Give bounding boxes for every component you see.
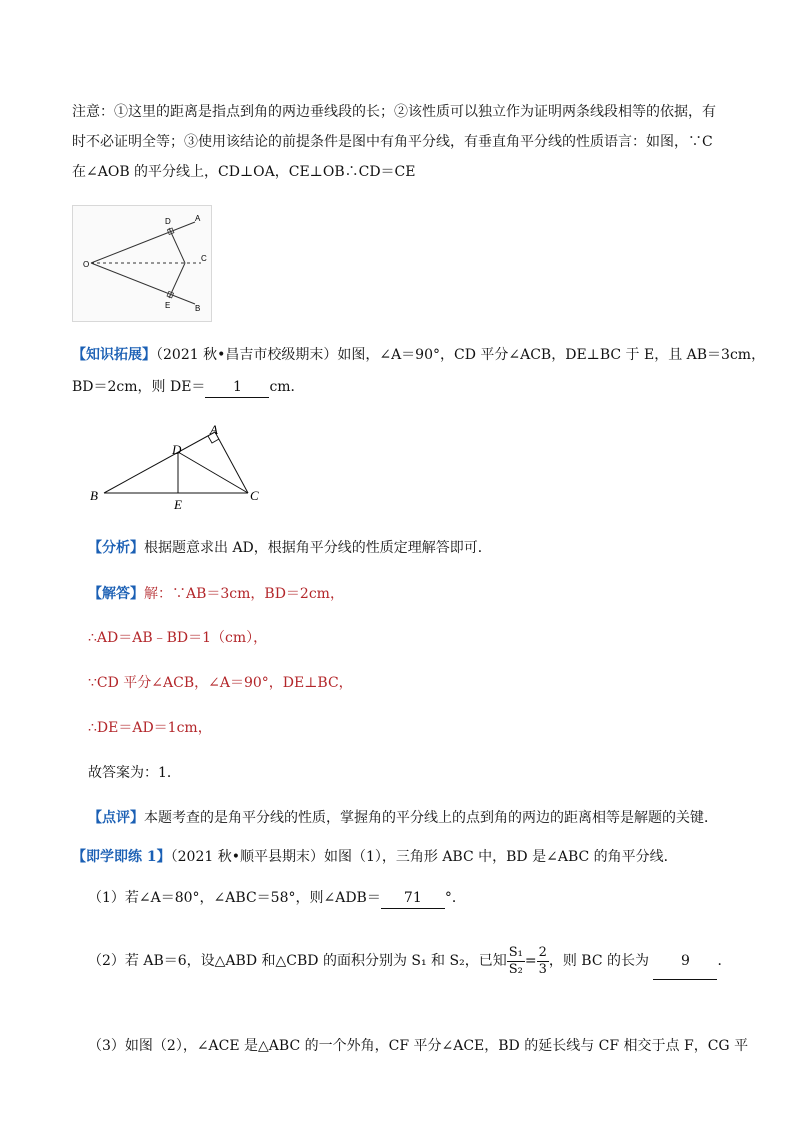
fig1-label-A: A <box>195 214 201 223</box>
knowledge-question: BD＝2cm，则 DE＝ <box>72 379 206 395</box>
comment-text: 本题考查的是角平分线的性质，掌握角的平分线上的点到角的两边的距离相等是解题的关键． <box>144 810 718 826</box>
solution-line-1 <box>88 584 344 604</box>
fig1-label-C: C <box>201 254 207 263</box>
knowledge-answer: 1 <box>205 377 269 398</box>
fig2-label-A: A <box>210 422 218 437</box>
fig1-label-O: O <box>83 260 90 269</box>
practice-intro: （2021 秋•顺平县期末）如图（1），三角形 ABC 中，BD 是∠ABC 的角平分线． <box>170 849 678 865</box>
practice-intro-line <box>72 847 678 867</box>
practice-q3: （3）如图（2），∠ACE 是△ABC 的一个外角，CF 平分∠ACE，BD 的延长线与 CF 相交于点 F，CG 平 <box>88 1038 749 1054</box>
q2-answer: 9 <box>653 943 717 980</box>
fig1-label-B: B <box>195 304 201 313</box>
knowledge-source: （2021 秋•昌吉市校级期末）如图，∠A＝90°，CD 平分∠ACB，DE⊥BC 于 E，且 AB＝3cm， <box>156 347 766 363</box>
note-line-3: 在∠AOB 的平分线上，CD⊥OA，CE⊥OB∴CD＝CE <box>72 164 416 180</box>
fig2-label-C: C <box>250 488 259 503</box>
comment-tag: 【点评】 <box>88 810 144 826</box>
figure-triangle <box>86 420 266 515</box>
fig1-label-D: D <box>165 217 171 226</box>
fig2-label-D: D <box>172 442 182 457</box>
practice-q1 <box>88 888 466 909</box>
comment-line <box>88 808 718 828</box>
practice-q2 <box>88 943 731 980</box>
q2-post: ． <box>717 953 732 969</box>
fig1-label-E: E <box>165 301 171 310</box>
knowledge-tag: 【知识拓展】 <box>72 347 156 363</box>
solution-text-1: 解：∵AB＝3cm，BD＝2cm， <box>144 586 344 602</box>
knowledge-line-2 <box>72 377 305 398</box>
knowledge-unit: cm． <box>269 379 305 395</box>
solution-line-2: ∴AD＝AB﹣BD＝1（cm）， <box>88 630 268 646</box>
fig2-label-E: E <box>174 497 182 512</box>
q2-equals: = <box>524 953 537 969</box>
q2-text-mid: ，则 BC 的长为 <box>548 953 650 969</box>
note-line-2: 时不必证明全等；③使用该结论的前提条件是图中有角平分线，有垂直角平分线的性质语言：如图，∵C <box>72 134 713 150</box>
analysis-text: 根据题意求出 AD，根据角平分线的性质定理解答即可． <box>144 540 492 556</box>
q2-fraction-ratio <box>537 945 549 978</box>
solution-line-4: ∴DE＝AD＝1cm， <box>88 720 212 736</box>
q1-text: （1）若∠A＝80°，∠ABC＝58°，则∠ADB＝ <box>88 890 381 906</box>
figure-angle-bisector-svg <box>73 206 211 321</box>
solution-line-3: ∵CD 平分∠ACB，∠A＝90°，DE⊥BC， <box>88 675 353 691</box>
solution-line-5: 故答案为：1． <box>88 765 181 781</box>
q2-frac2-den: 3 <box>538 961 547 977</box>
fig2-label-B: B <box>90 488 98 503</box>
figure-angle-bisector <box>72 205 212 322</box>
knowledge-line-1 <box>72 345 765 365</box>
analysis-tag: 【分析】 <box>88 540 144 556</box>
q2-frac2-num: 2 <box>538 944 547 960</box>
figure-triangle-svg <box>86 420 266 515</box>
q2-frac-den: S₂ <box>508 961 523 977</box>
q2-text: （2）若 AB＝6，设△ABD 和△CBD 的面积分别为 S₁ 和 S₂，已知 <box>88 953 507 969</box>
q1-answer: 71 <box>381 888 445 909</box>
practice-tag: 【即学即练 1】 <box>72 849 171 865</box>
solution-tag: 【解答】 <box>88 586 144 602</box>
analysis-line <box>88 538 492 558</box>
q2-fraction-s <box>507 945 525 978</box>
note-line-1: 注意：①这里的距离是指点到角的两边垂线段的长；②该性质可以独立作为证明两条线段相等的依据，有 <box>72 104 716 120</box>
q1-unit: °． <box>444 890 466 906</box>
q2-frac-num: S₁ <box>508 944 523 960</box>
